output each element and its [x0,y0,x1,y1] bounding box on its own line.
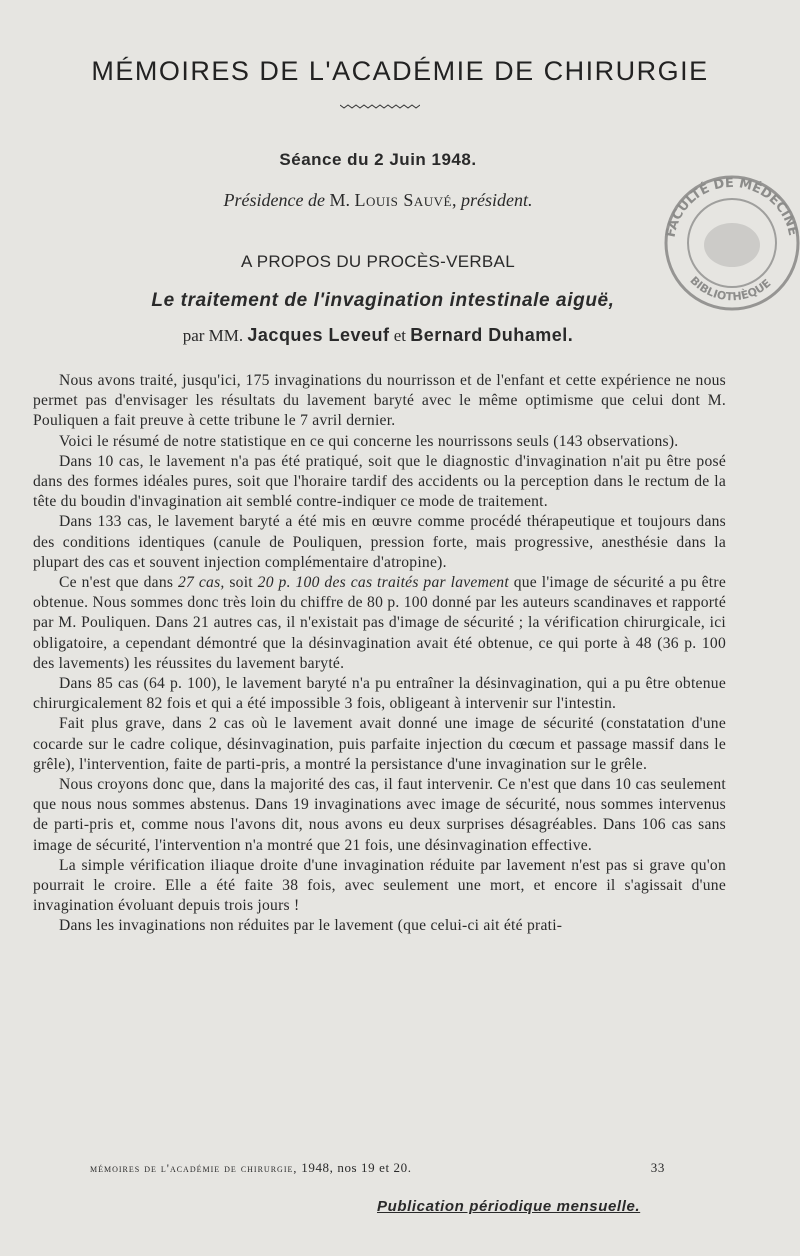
author-2: Bernard Duhamel. [410,325,574,345]
paragraph-5-text-b: soit [224,574,258,592]
paragraph-7: Fait plus grave, dans 2 cas où le lavement avait donné une image de sécurité (constatation d'une cocarde sur le cadre colique, désinvagination, puis parfaite injection du cœcum et passage massif dans le grêle), l'intervention, faite de parti-pris, a montré la persistance d'une invagination sur le grêle. [33,715,726,773]
paragraph-5-italic-b: 20 p. 100 des cas traités par lavement [257,574,509,592]
paragraph-8: Nous croyons donc que, dans la majorité des cas, il faut intervenir. Ce n'est que dans 10 cas seulement que nous nous sommes abstenus. Dans 19 invaginations avec image de sécurité, nous sommes intervenus de parti-pris et, comme nous l'avons dit, nous avons eu deux surprises désagréables. Dans 106 cas sans image de sécurité, l'intervention n'a montré que 21 fois, une désinvagination effective. [33,776,726,854]
page-number: 33 [650,1160,665,1175]
paragraph-10: Dans les invaginations non réduites par le lavement (que celui-ci ait été prati- [59,917,563,935]
paragraph-5-text-c: que l'image de sécurité a pu être obtenue. Nous sommes donc très loin du chiffre de 80 p. 100 donné par les auteurs scandinaves et rapporté par M. Pouliquen. Dans 21 autres cas, il n'existait pas d'image de sécurité ; la vérification chirurgicale, ici obligatoire, a cependant démontré que la désinvagination avait été obtenue, ce qui porte à 48 (36 p. 100 des lavements) les réussites du lavement baryté. [33,574,726,672]
article-title: Le traitement de l'invagination intestinale aiguë, [151,290,615,311]
stamp-text-top: FACULTÉ DE MÉDECINE [663,175,800,239]
section-heading: A PROPOS DU PROCÈS-VERBAL [241,252,515,271]
library-stamp [632,165,800,325]
president-name: Louis Sauvé [354,190,452,210]
paragraph-1: Nous avons traité, jusqu'ici, 175 invaginations du nourrisson et de l'enfant et cette expérience ne nous permet pas d'envisager les résultats du lavement baryté avec le même optimisme que celui dont M. Pouliquen a fait preuve à cette tribune le 7 avril dernier. [33,372,726,430]
decorative-rule [340,102,420,110]
paragraph-5-text-a: Ce n'est que dans [59,574,178,592]
session-date: Séance du 2 Juin 1948. [279,150,477,169]
svg-text:BIBLIOTHÈQUE [687,274,773,304]
paragraph-3: Dans 10 cas, le lavement n'a pas été pratiqué, soit que le diagnostic d'invagination n'ait pu être posé dans des formes idéales pures, soit que l'horaire tardif des accidents ou la perception dans le rectum de la tête du boudin d'invagination ait semblé contre-indiquer ce mode de traitement. [33,452,726,511]
running-footer [90,1160,665,1176]
journal-title: MÉMOIRES DE L'ACADÉMIE DE CHIRURGIE [91,56,709,86]
authors-line [0,325,756,346]
paragraph-5-italic-a: 27 cas, [177,574,225,592]
authors-prefix: par MM. [182,326,244,345]
authors-conj: et [393,326,406,345]
footer-issue: 1948, nos 19 et 20. [301,1160,412,1175]
presidency-title: M. [329,190,350,210]
author-1: Jacques Leveuf [247,325,390,345]
article-body [33,371,726,937]
presidency-line: Présidence de M. Louis Sauvé, président. [223,190,533,210]
stamp-text-bottom: BIBLIOTHÈQUE [687,273,774,304]
paragraph-4: Dans 133 cas, le lavement baryté a été mis en œuvre comme procédé thérapeutique et toujours dans des conditions identiques (canule de Pouliquen, pression forte, mais progressive, anesthésie dans la plupart des cas et souvent injection complémentaire d'atropine). [33,513,726,571]
footer-journal: mémoires de l'académie de chirurgie, [90,1161,298,1175]
publication-note: Publication périodique mensuelle. [377,1198,641,1215]
paragraph-5 [33,573,726,674]
paragraph-2: Voici le résumé de notre statistique en ce qui concerne les nourrissons seuls (143 observations). [59,432,679,450]
presidency-suffix: président. [460,190,533,210]
paragraph-6: Dans 85 cas (64 p. 100), le lavement baryté n'a pu entraîner la désinvagination, qui a pu être obtenue chirurgicalement 82 fois et qui a été impossible 3 fois, obligeant à intervenir sur l'intestin. [33,675,726,713]
presidency-prefix: Présidence de [223,190,325,210]
paragraph-9: La simple vérification iliaque droite d'une invagination réduite par lavement n'est pas si grave qu'on pourrait le croire. Elle a été faite 38 fois, avec seulement une mort, et encore il s'agissait d'une invagination évoluant depuis trois jours ! [33,856,726,915]
